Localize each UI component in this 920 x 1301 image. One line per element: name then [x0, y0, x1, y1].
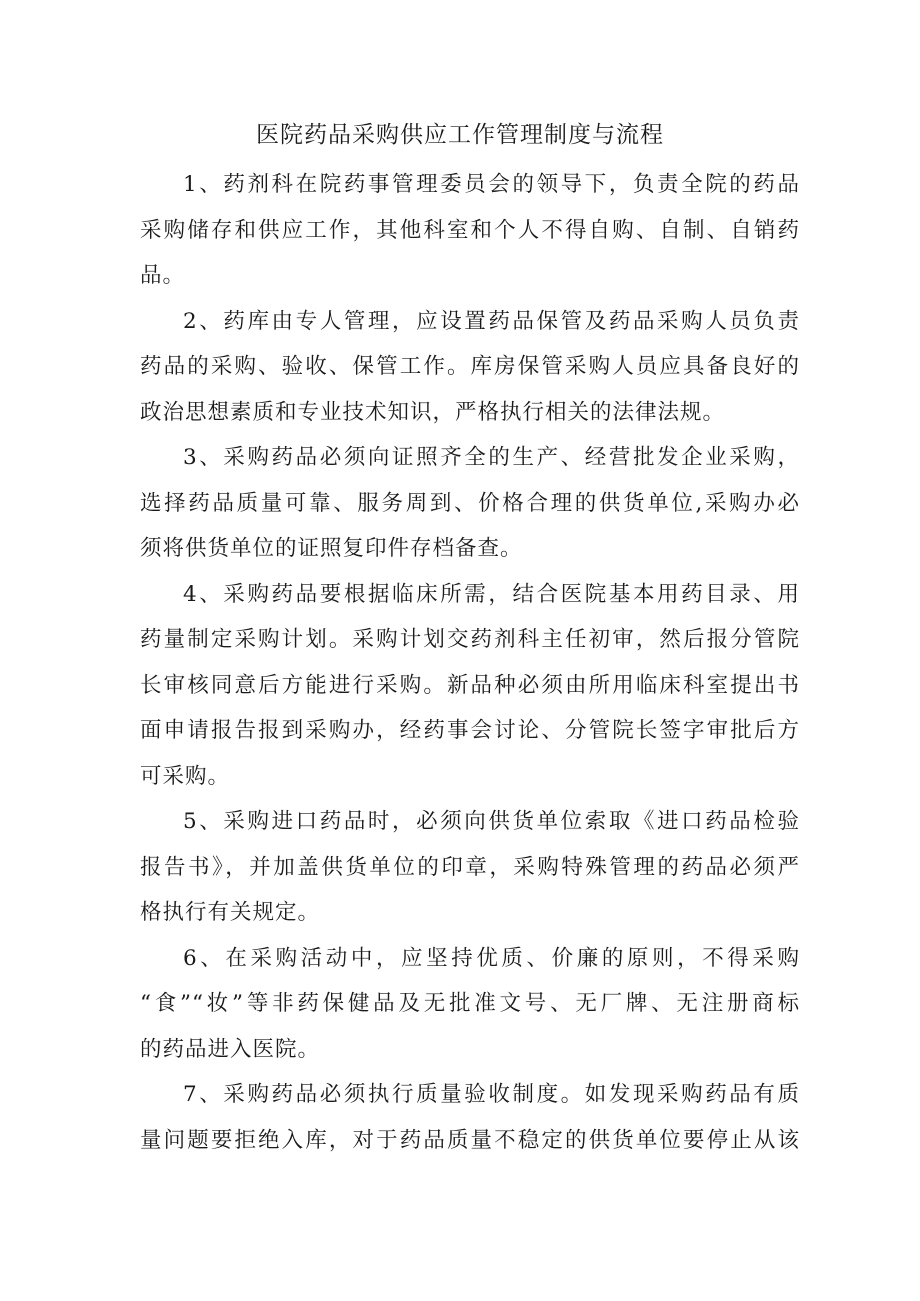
- paragraph-line: 采购储存和供应工作，其他科室和个人不得自购、自制、自销药: [140, 217, 800, 243]
- paragraph-line: 5、采购进口药品时，必须向供货单位索取《进口药品检验: [183, 809, 800, 834]
- paragraph-line: 面申请报告报到采购办，经药事会讨论、分管院长签字审批后方: [140, 718, 800, 743]
- paragraph-line: 品。: [140, 263, 186, 288]
- paragraph-4: [140, 572, 800, 800]
- paragraph-line: 长审核同意后方能进行采购。新品种必须由所用临床科室提出书: [140, 672, 800, 698]
- paragraph-6: [140, 936, 800, 1073]
- paragraph-line: 2、药库由专人管理，应设置药品保管及药品采购人员负责: [183, 308, 800, 334]
- paragraph-line: 可采购。: [140, 763, 231, 789]
- document-title: 医院药品采购供应工作管理制度与流程: [256, 122, 664, 148]
- paragraph-line: 7、采购药品必须执行质量验收制度。如发现采购药品有质: [183, 1082, 800, 1107]
- paragraph-line: “食”“妆”等非药保健品及无批准文号、无厂牌、无注册商标: [140, 991, 800, 1016]
- paragraph-3: [140, 435, 800, 572]
- paragraph-line: 4、采购药品要根据临床所需，结合医院基本用药目录、用: [183, 581, 800, 607]
- paragraph-5: [140, 799, 800, 936]
- paragraph-1: [140, 162, 800, 299]
- paragraph-line: 政治思想素质和专业技术知识，严格执行相关的法律法规。: [140, 399, 726, 425]
- paragraph-line: 1、药剂科在院药事管理委员会的领导下，负责全院的药品: [183, 172, 800, 197]
- paragraph-7: [140, 1072, 800, 1163]
- paragraph-2: [140, 299, 800, 436]
- document-body: [140, 162, 800, 1163]
- paragraph-line: 报告书》，并加盖供货单位的印章，采购特殊管理的药品必须严: [140, 854, 800, 880]
- paragraph-line: 量问题要拒绝入库，对于药品质量不稳定的供货单位要停止从该: [140, 1127, 800, 1153]
- paragraph-line: 须将供货单位的证照复印件存档备查。: [140, 536, 523, 561]
- paragraph-line: 格执行有关规定。: [140, 900, 321, 925]
- paragraph-line: 药量制定采购计划。采购计划交药剂科主任初审，然后报分管院: [140, 627, 800, 652]
- paragraph-line: 3、采购药品必须向证照齐全的生产、经营批发企业采购，: [183, 445, 800, 470]
- paragraph-line: 的药品进入医院。: [140, 1036, 321, 1062]
- paragraph-line: 6、在采购活动中，应坚持优质、价廉的原则，不得采购: [183, 945, 800, 971]
- paragraph-line: 药品的采购、验收、保管工作。库房保管采购人员应具备良好的: [140, 354, 800, 379]
- paragraph-line: 选择药品质量可靠、服务周到、价格合理的供货单位,采购办必: [140, 490, 800, 516]
